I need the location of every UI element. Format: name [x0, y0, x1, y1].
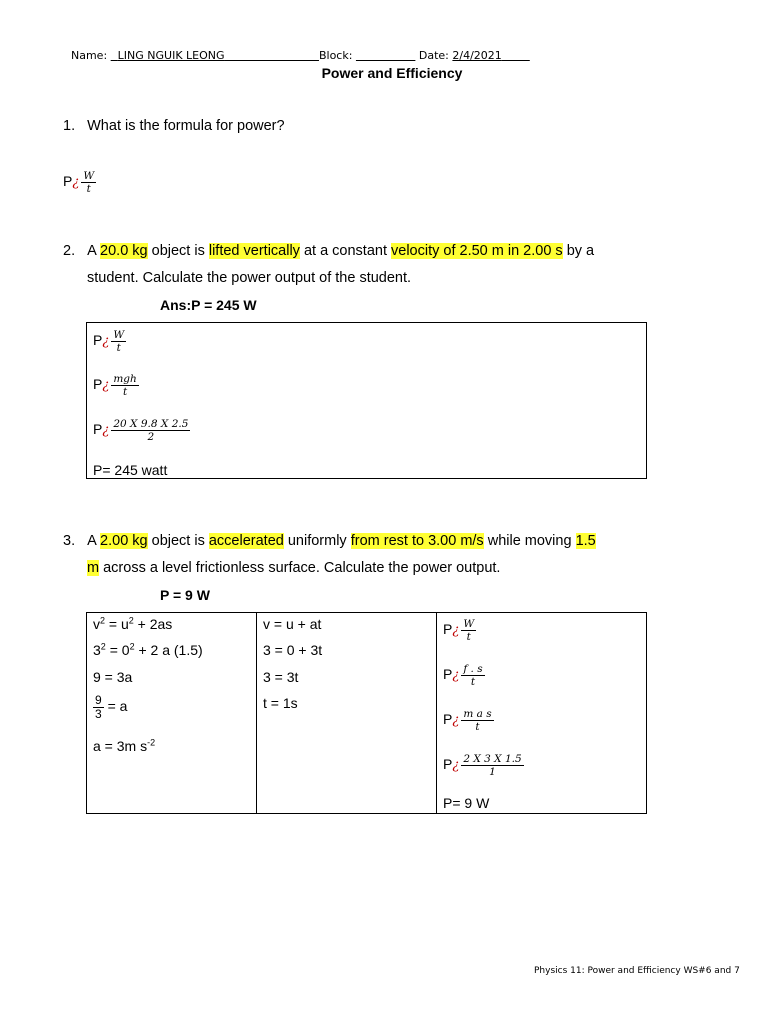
- work-result: P= 9 W: [443, 795, 490, 811]
- fraction: $\frac{\text{mgh}}{t}$: [113, 373, 137, 398]
- fraction: $\frac{20 X 9.8 X 2.5}{2}$: [113, 418, 189, 443]
- question-2-line2: student. Calculate the power output of the student.: [87, 270, 412, 286]
- question-2: [63, 238, 683, 265]
- fraction: $\frac{W}{t}$: [463, 618, 475, 643]
- block-field: [356, 49, 415, 62]
- work-line: v = u + at: [263, 616, 322, 632]
- question-number: 3.: [63, 533, 76, 549]
- work-line: P¿ $\frac{\text{m a s}}{t}$: [443, 708, 492, 733]
- column-divider: [256, 613, 257, 813]
- fraction: $\frac{f . s}{t}$: [463, 663, 483, 688]
- question-number: 2.: [63, 243, 76, 259]
- name-label: Name:: [71, 49, 108, 62]
- fraction: $\frac{W}{t}$: [113, 329, 125, 354]
- work-line: 3 = 3t: [263, 669, 299, 685]
- work-line: P¿ $\frac{W}{t}$: [443, 618, 475, 643]
- date-label: Date:: [418, 49, 449, 62]
- work-line: a = 3m $s^{-2}$: [93, 737, 156, 754]
- fraction: $\frac{9}{3}$: [95, 693, 102, 721]
- q2-answer: Ans:P = 245 W: [160, 297, 257, 313]
- page-footer: Physics 11: Power and Efficiency WS#6 and 7: [534, 966, 740, 976]
- header-line: [71, 49, 530, 62]
- work-line: P¿ $\frac{f . s}{t}$: [443, 663, 483, 688]
- question-text: What is the formula for power?: [87, 118, 285, 134]
- q1-formula: [63, 170, 96, 195]
- q2-work-box: [86, 322, 647, 479]
- fraction: $\frac{\text{m a s}}{t}$: [463, 708, 492, 733]
- work-line: P¿ $\frac{\text{mgh}}{t}$: [93, 373, 137, 398]
- work-line: P¿ $\frac{2 X 3 X 1.5}{1}$: [443, 753, 522, 778]
- question-1: [63, 113, 285, 140]
- work-line: P¿ $\frac{20 X 9.8 X 2.5}{2}$: [93, 418, 189, 443]
- formula-symbol: ¿: [72, 175, 80, 191]
- name-field: LING NGUIK LEONG: [117, 49, 225, 62]
- column-divider: [436, 613, 437, 813]
- work-line: t = 1s: [263, 695, 298, 711]
- page-title: Power and Efficiency: [321, 65, 463, 81]
- work-line: $v^2 = u^2 + 2as$: [93, 615, 173, 632]
- date-field: 2/4/2021: [452, 49, 502, 62]
- question-3-line2: m across a level frictionless surface. Calculate the power output.: [87, 560, 501, 576]
- q3-answer: P = 9 W: [160, 587, 210, 603]
- block-label: Block:: [318, 49, 353, 62]
- work-result: P= 245 watt: [93, 462, 168, 478]
- question-text: A 2.00 kg object is accelerated uniformly from rest to 3.00 m/s while moving 1.5: [87, 533, 596, 549]
- work-line: $3^2 = 0^2 + 2$ a (1.5): [93, 641, 203, 658]
- question-number: 1.: [63, 118, 76, 134]
- question-text: A 20.0 kg object is lifted vertically at a constant velocity of 2.50 m in 2.00 s by a: [87, 243, 595, 259]
- work-line: 3 = 0 + 3t: [263, 642, 323, 658]
- fraction: $\frac{W}{t}$: [83, 170, 95, 195]
- work-line: $\frac{9}{3}$ = a: [95, 693, 128, 721]
- fraction: $\frac{2 X 3 X 1.5}{1}$: [463, 753, 522, 778]
- question-3: [63, 528, 683, 555]
- work-line: P¿ $\frac{W}{t}$: [93, 329, 125, 354]
- formula-lhs: P: [63, 173, 73, 190]
- q3-work-table: [86, 612, 647, 814]
- work-line: 9 = 3a: [93, 669, 133, 685]
